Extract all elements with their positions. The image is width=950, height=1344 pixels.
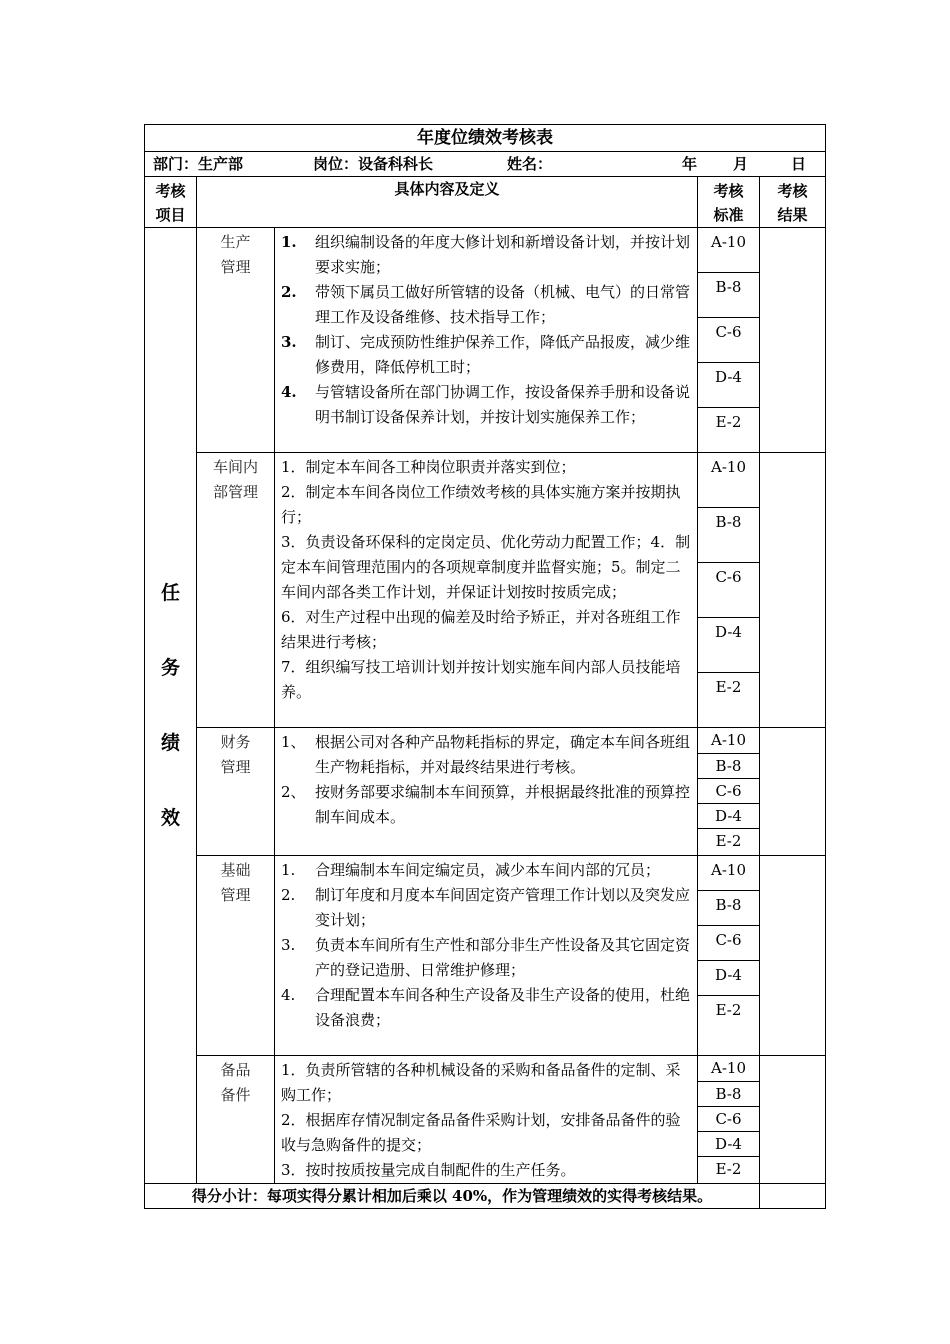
section-name: 生产管理 bbox=[197, 228, 275, 453]
grade-label: A-10 bbox=[698, 728, 759, 754]
paragraph: 3．负责设备环保科的定岗定员、优化劳动力配置工作；4．制定本车间管理范围内的各项规章制度并监督实施；5。制定二车间内部各类工作计划，并保证计划按时按质完成； bbox=[281, 533, 691, 601]
grade-label: E-2 bbox=[715, 678, 742, 696]
grade-label: A-10 bbox=[698, 1056, 759, 1082]
total-result-cell[interactable] bbox=[760, 1184, 826, 1209]
year-label: 年 bbox=[682, 155, 698, 173]
grade-label: B-8 bbox=[698, 1082, 759, 1107]
grades-cell bbox=[698, 1056, 760, 1184]
info-row bbox=[145, 152, 826, 177]
dept-label: 部门：生产部 bbox=[153, 155, 244, 173]
grade-label: B-8 bbox=[698, 508, 759, 563]
result-cell[interactable] bbox=[760, 453, 826, 728]
list-item: 4. 与管辖设备所在部门协调工作，按设备保养手册和设备说明书制订设备保养计划，并按计划实施保养工作； bbox=[281, 383, 691, 426]
grade-label: E-2 bbox=[715, 832, 742, 850]
header-item: 考核项目 bbox=[145, 177, 197, 228]
category-cell bbox=[145, 228, 197, 1184]
category-char: 任 bbox=[160, 581, 180, 604]
list-item: 1、 根据公司对各种产品物耗指标的界定，确定本车间各班组生产物耗指标，并对最终结果进行考核。 bbox=[281, 733, 691, 776]
grade-label: D-4 bbox=[698, 961, 759, 996]
grade-label: B-8 bbox=[698, 754, 759, 779]
list-item: 2. 制订年度和月度本车间固定资产管理工作计划以及突发应变计划； bbox=[281, 886, 691, 929]
section-content bbox=[275, 453, 698, 728]
grade-label: B-8 bbox=[698, 891, 759, 926]
appraisal-form bbox=[144, 124, 825, 1209]
list-item: 3. 负责本车间所有生产性和部分非生产性设备及其它固定资产的登记造册、日常维护修理； bbox=[281, 936, 691, 979]
grade-label: A-10 bbox=[698, 228, 759, 273]
list-item: 4. 合理配置本车间各种生产设备及非生产设备的使用，杜绝设备浪费； bbox=[281, 986, 691, 1029]
list-item: 2、 按财务部要求编制本车间预算，并根据最终批准的预算控制车间成本。 bbox=[281, 783, 691, 826]
grade-label: E-2 bbox=[715, 413, 742, 431]
paragraph: 6．对生产过程中出现的偏差及时给予矫正，并对各班组工作结果进行考核； bbox=[281, 608, 681, 651]
grade-label: C-6 bbox=[698, 1107, 759, 1132]
post-label: 岗位：设备科科长 bbox=[313, 155, 434, 173]
list-item: 3. 制订、完成预防性维护保养工作，降低产品报废，减少维修费用，降低停机工时； bbox=[281, 333, 691, 376]
grades-cell bbox=[698, 728, 760, 856]
category-char: 务 bbox=[160, 656, 180, 679]
grades-cell bbox=[698, 228, 760, 453]
grades-cell bbox=[698, 453, 760, 728]
section-content bbox=[275, 728, 698, 856]
list-item: 2. 带领下属员工做好所管辖的设备（机械、电气）的日常管理工作及设备维修、技术指导工作； bbox=[281, 283, 691, 326]
grade-label: C-6 bbox=[698, 318, 759, 363]
paragraph: 2．根据库存情况制定备品备件采购计划，安排备品备件的验收与急购备件的提交； bbox=[281, 1111, 681, 1154]
category-char: 效 bbox=[160, 806, 180, 829]
appraisal-table bbox=[144, 124, 826, 1209]
grade-label: C-6 bbox=[698, 563, 759, 618]
list-item: 1. 组织编制设备的年度大修计划和新增设备计划，并按计划要求实施； bbox=[281, 233, 691, 276]
section-name: 财务管理 bbox=[197, 728, 275, 856]
grade-label: D-4 bbox=[698, 804, 759, 829]
day-label: 日 bbox=[791, 155, 807, 173]
section-name: 基础管理 bbox=[197, 856, 275, 1056]
paragraph: 1．负责所管辖的各种机械设备的采购和备品备件的定制、采购工作； bbox=[281, 1061, 681, 1104]
header-result: 考核结果 bbox=[760, 177, 826, 228]
grade-label: A-10 bbox=[698, 453, 759, 508]
list-item: 1. 合理编制本车间定编定员，减少本车间内部的冗员； bbox=[281, 861, 661, 879]
section-name: 车间内部管理 bbox=[197, 453, 275, 728]
result-cell[interactable] bbox=[760, 856, 826, 1056]
result-cell[interactable] bbox=[760, 228, 826, 453]
month-label: 月 bbox=[733, 155, 749, 173]
section-content bbox=[275, 1056, 698, 1184]
grade-label: C-6 bbox=[698, 779, 759, 804]
result-cell[interactable] bbox=[760, 1056, 826, 1184]
grade-label: C-6 bbox=[698, 926, 759, 961]
section-name: 备品备件 bbox=[197, 1056, 275, 1184]
grade-label: D-4 bbox=[698, 1132, 759, 1157]
grade-label: A-10 bbox=[698, 856, 759, 891]
paragraph: 1．制定本车间各工种岗位职责并落实到位； bbox=[281, 458, 576, 476]
category-char: 绩 bbox=[160, 731, 180, 754]
grade-label: D-4 bbox=[698, 363, 759, 408]
grade-label: B-8 bbox=[698, 273, 759, 318]
form-title: 年度位绩效考核表 bbox=[145, 125, 826, 152]
header-content: 具体内容及定义 bbox=[197, 177, 698, 228]
grade-label: E-2 bbox=[715, 1160, 742, 1178]
header-standard: 考核标准 bbox=[698, 177, 760, 228]
grade-label: E-2 bbox=[715, 1001, 742, 1019]
name-label: 姓名： bbox=[507, 155, 553, 173]
grade-label: D-4 bbox=[698, 618, 759, 673]
section-content bbox=[275, 856, 698, 1056]
result-cell[interactable] bbox=[760, 728, 826, 856]
score-summary: 得分小计：每项实得分累计相加后乘以 40%，作为管理绩效的实得考核结果。 bbox=[145, 1184, 760, 1209]
paragraph: 7．组织编写技工培训计划并按计划实施车间内部人员技能培养。 bbox=[281, 658, 681, 701]
paragraph: 2．制定本车间各岗位工作绩效考核的具体实施方案并按期执行； bbox=[281, 483, 681, 526]
grades-cell bbox=[698, 856, 760, 1056]
section-content bbox=[275, 228, 698, 453]
paragraph: 3．按时按质按量完成自制配件的生产任务。 bbox=[281, 1161, 576, 1179]
